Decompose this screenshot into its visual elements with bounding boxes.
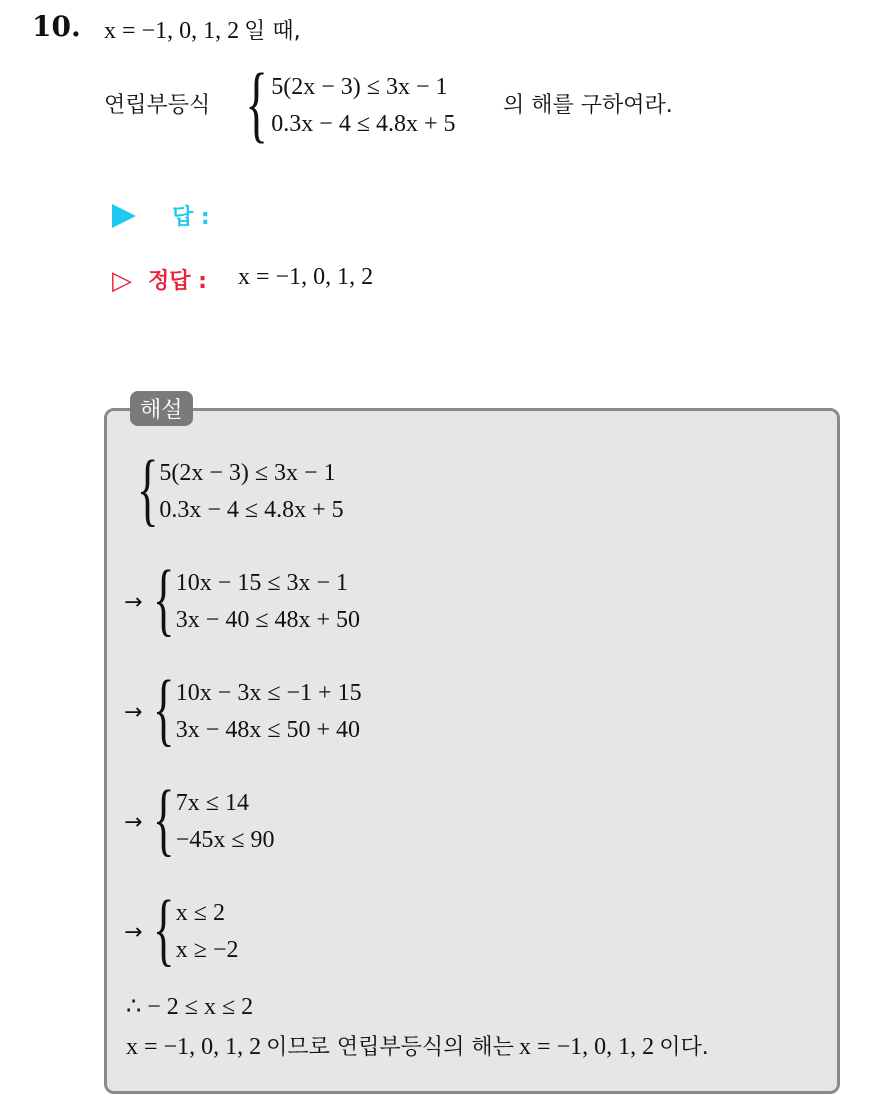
- step-line: 5(2x − 3) ≤ 3x − 1: [159, 460, 336, 486]
- step-line: 10x − 15 ≤ 3x − 1: [175, 570, 349, 596]
- step-line: 10x − 3x ≤ −1 + 15: [175, 680, 362, 706]
- condition-text: 일 때,: [244, 19, 301, 44]
- solution-step-1: [128, 443, 344, 534]
- final-math-2: x = −1, 0, 1, 2: [519, 1034, 655, 1060]
- answer-label: 답 :: [172, 205, 210, 230]
- step-line: −45x ≤ 90: [175, 827, 275, 853]
- solution-tag: 해설: [130, 391, 193, 426]
- final-text: 이므로 연립부등식의 해는: [266, 1035, 514, 1060]
- left-brace-icon: {: [153, 663, 175, 754]
- step-line: 3x − 40 ≤ 48x + 50: [175, 607, 361, 633]
- solution-step-3: [124, 663, 362, 754]
- step-line: 7x ≤ 14: [175, 790, 249, 816]
- left-brace-icon: {: [153, 553, 175, 644]
- left-brace-icon: {: [245, 55, 268, 151]
- question-condition: [104, 14, 301, 45]
- step-line: x ≥ −2: [175, 937, 239, 963]
- correct-value: x = −1, 0, 1, 2: [238, 264, 374, 290]
- left-brace-icon: {: [153, 773, 175, 864]
- correct-label: 정답 :: [148, 269, 207, 294]
- final-line: [126, 1030, 709, 1061]
- step-line: 3x − 48x ≤ 50 + 40: [175, 717, 361, 743]
- system-line-1: 5(2x − 3) ≤ 3x − 1: [271, 74, 448, 100]
- question-system: [236, 55, 456, 151]
- step-line: 0.3x − 4 ≤ 4.8x + 5: [159, 497, 344, 523]
- question-number: 10.: [32, 10, 81, 43]
- arrow-right-icon: →: [124, 589, 143, 615]
- system-line-2: 0.3x − 4 ≤ 4.8x + 5: [271, 111, 456, 137]
- condition-math: x = −1, 0, 1, 2: [104, 18, 240, 44]
- solution-step-2: [124, 553, 361, 644]
- answer-play-icon: [112, 204, 136, 228]
- solution-step-4: [124, 773, 275, 864]
- arrow-right-icon: →: [124, 919, 143, 945]
- final-math-1: x = −1, 0, 1, 2: [126, 1034, 262, 1060]
- arrow-right-icon: →: [124, 699, 143, 725]
- left-brace-icon: {: [153, 883, 175, 974]
- correct-triangle-icon: ▷: [112, 266, 132, 296]
- step-line: x ≤ 2: [175, 900, 225, 926]
- system-label: 연립부등식: [104, 93, 211, 118]
- question-tail: 의 해를 구하여라.: [503, 93, 673, 118]
- therefore-line: ∴ − 2 ≤ x ≤ 2: [126, 994, 254, 1020]
- arrow-right-icon: →: [124, 809, 143, 835]
- solution-step-5: [124, 883, 239, 974]
- final-end: 이다.: [659, 1035, 709, 1060]
- left-brace-icon: {: [136, 443, 159, 534]
